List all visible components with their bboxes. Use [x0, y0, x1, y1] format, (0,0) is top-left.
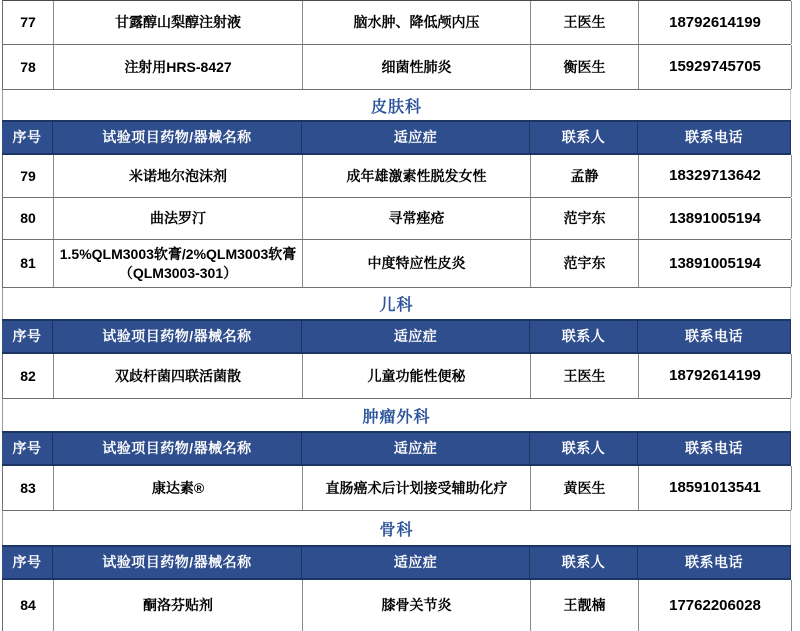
table-header-row	[2, 120, 791, 155]
cell-indication: 成年雄激素性脱发女性	[303, 155, 531, 197]
cell-drug-name: 康达素®	[54, 466, 303, 510]
cell-phone: 18792614199	[639, 1, 792, 44]
cell-serial: 79	[3, 155, 54, 197]
cell-drug-name: 米诺地尔泡沫剂	[54, 155, 303, 197]
cell-phone: 18591013541	[639, 466, 792, 510]
cell-serial: 82	[3, 354, 54, 398]
section-title-orthopedics: 骨科	[2, 511, 791, 545]
cell-drug-name: 注射用HRS-8427	[54, 45, 303, 89]
cell-serial: 81	[3, 240, 54, 287]
column-header-serial: 序号	[2, 321, 53, 352]
cell-contact: 范宇东	[531, 240, 639, 287]
table-row	[2, 198, 791, 240]
table-header-row	[2, 319, 791, 354]
cell-drug-name: 1.5%QLM3003软膏/2%QLM3003软膏（QLM3003-301）	[54, 240, 303, 287]
cell-contact: 王靓楠	[531, 580, 639, 631]
trials-table	[2, 0, 791, 631]
cell-drug-name: 酮洛芬贴剂	[54, 580, 303, 631]
cell-indication: 直肠癌术后计划接受辅助化疗	[303, 466, 531, 510]
cell-drug-name: 双歧杆菌四联活菌散	[54, 354, 303, 398]
column-header-serial: 序号	[2, 433, 53, 464]
cell-drug-name: 甘露醇山梨醇注射液	[54, 1, 303, 44]
cell-contact: 范宇东	[531, 198, 639, 239]
column-header-indication: 适应症	[302, 433, 530, 464]
cell-indication: 膝骨关节炎	[303, 580, 531, 631]
table-row	[2, 45, 791, 90]
cell-serial: 84	[3, 580, 54, 631]
column-header-contact: 联系人	[530, 547, 638, 578]
cell-indication: 中度特应性皮炎	[303, 240, 531, 287]
column-header-phone: 联系电话	[638, 321, 791, 352]
table-row	[2, 466, 791, 511]
cell-serial: 77	[3, 1, 54, 44]
table-row	[2, 0, 791, 45]
cell-drug-name: 曲法罗汀	[54, 198, 303, 239]
cell-phone: 18329713642	[639, 155, 792, 197]
column-header-drug-name: 试验项目药物/器械名称	[53, 433, 302, 464]
table-header-row	[2, 431, 791, 466]
cell-serial: 80	[3, 198, 54, 239]
section-title-pediatrics: 儿科	[2, 288, 791, 319]
column-header-drug-name: 试验项目药物/器械名称	[53, 547, 302, 578]
table-row	[2, 240, 791, 288]
table-row	[2, 354, 791, 399]
cell-phone: 15929745705	[639, 45, 792, 89]
cell-phone: 17762206028	[639, 580, 792, 631]
cell-indication: 细菌性肺炎	[303, 45, 531, 89]
cell-indication: 寻常痤疮	[303, 198, 531, 239]
column-header-indication: 适应症	[302, 122, 530, 153]
column-header-indication: 适应症	[302, 547, 530, 578]
cell-serial: 83	[3, 466, 54, 510]
column-header-serial: 序号	[2, 122, 53, 153]
cell-contact: 黄医生	[531, 466, 639, 510]
column-header-contact: 联系人	[530, 433, 638, 464]
cell-serial: 78	[3, 45, 54, 89]
table-row	[2, 155, 791, 198]
cell-phone: 13891005194	[639, 240, 792, 287]
table-header-row	[2, 545, 791, 580]
column-header-phone: 联系电话	[638, 122, 791, 153]
cell-contact: 衡医生	[531, 45, 639, 89]
section-title-oncology-surgery: 肿瘤外科	[2, 399, 791, 431]
column-header-contact: 联系人	[530, 321, 638, 352]
column-header-drug-name: 试验项目药物/器械名称	[53, 321, 302, 352]
table-row	[2, 580, 791, 631]
cell-phone: 13891005194	[639, 198, 792, 239]
cell-phone: 18792614199	[639, 354, 792, 398]
column-header-drug-name: 试验项目药物/器械名称	[53, 122, 302, 153]
cell-contact: 王医生	[531, 1, 639, 44]
cell-contact: 王医生	[531, 354, 639, 398]
column-header-indication: 适应症	[302, 321, 530, 352]
column-header-phone: 联系电话	[638, 547, 791, 578]
cell-indication: 脑水肿、降低颅内压	[303, 1, 531, 44]
section-title-dermatology: 皮肤科	[2, 90, 791, 120]
cell-contact: 孟静	[531, 155, 639, 197]
column-header-serial: 序号	[2, 547, 53, 578]
column-header-phone: 联系电话	[638, 433, 791, 464]
column-header-contact: 联系人	[530, 122, 638, 153]
cell-indication: 儿童功能性便秘	[303, 354, 531, 398]
